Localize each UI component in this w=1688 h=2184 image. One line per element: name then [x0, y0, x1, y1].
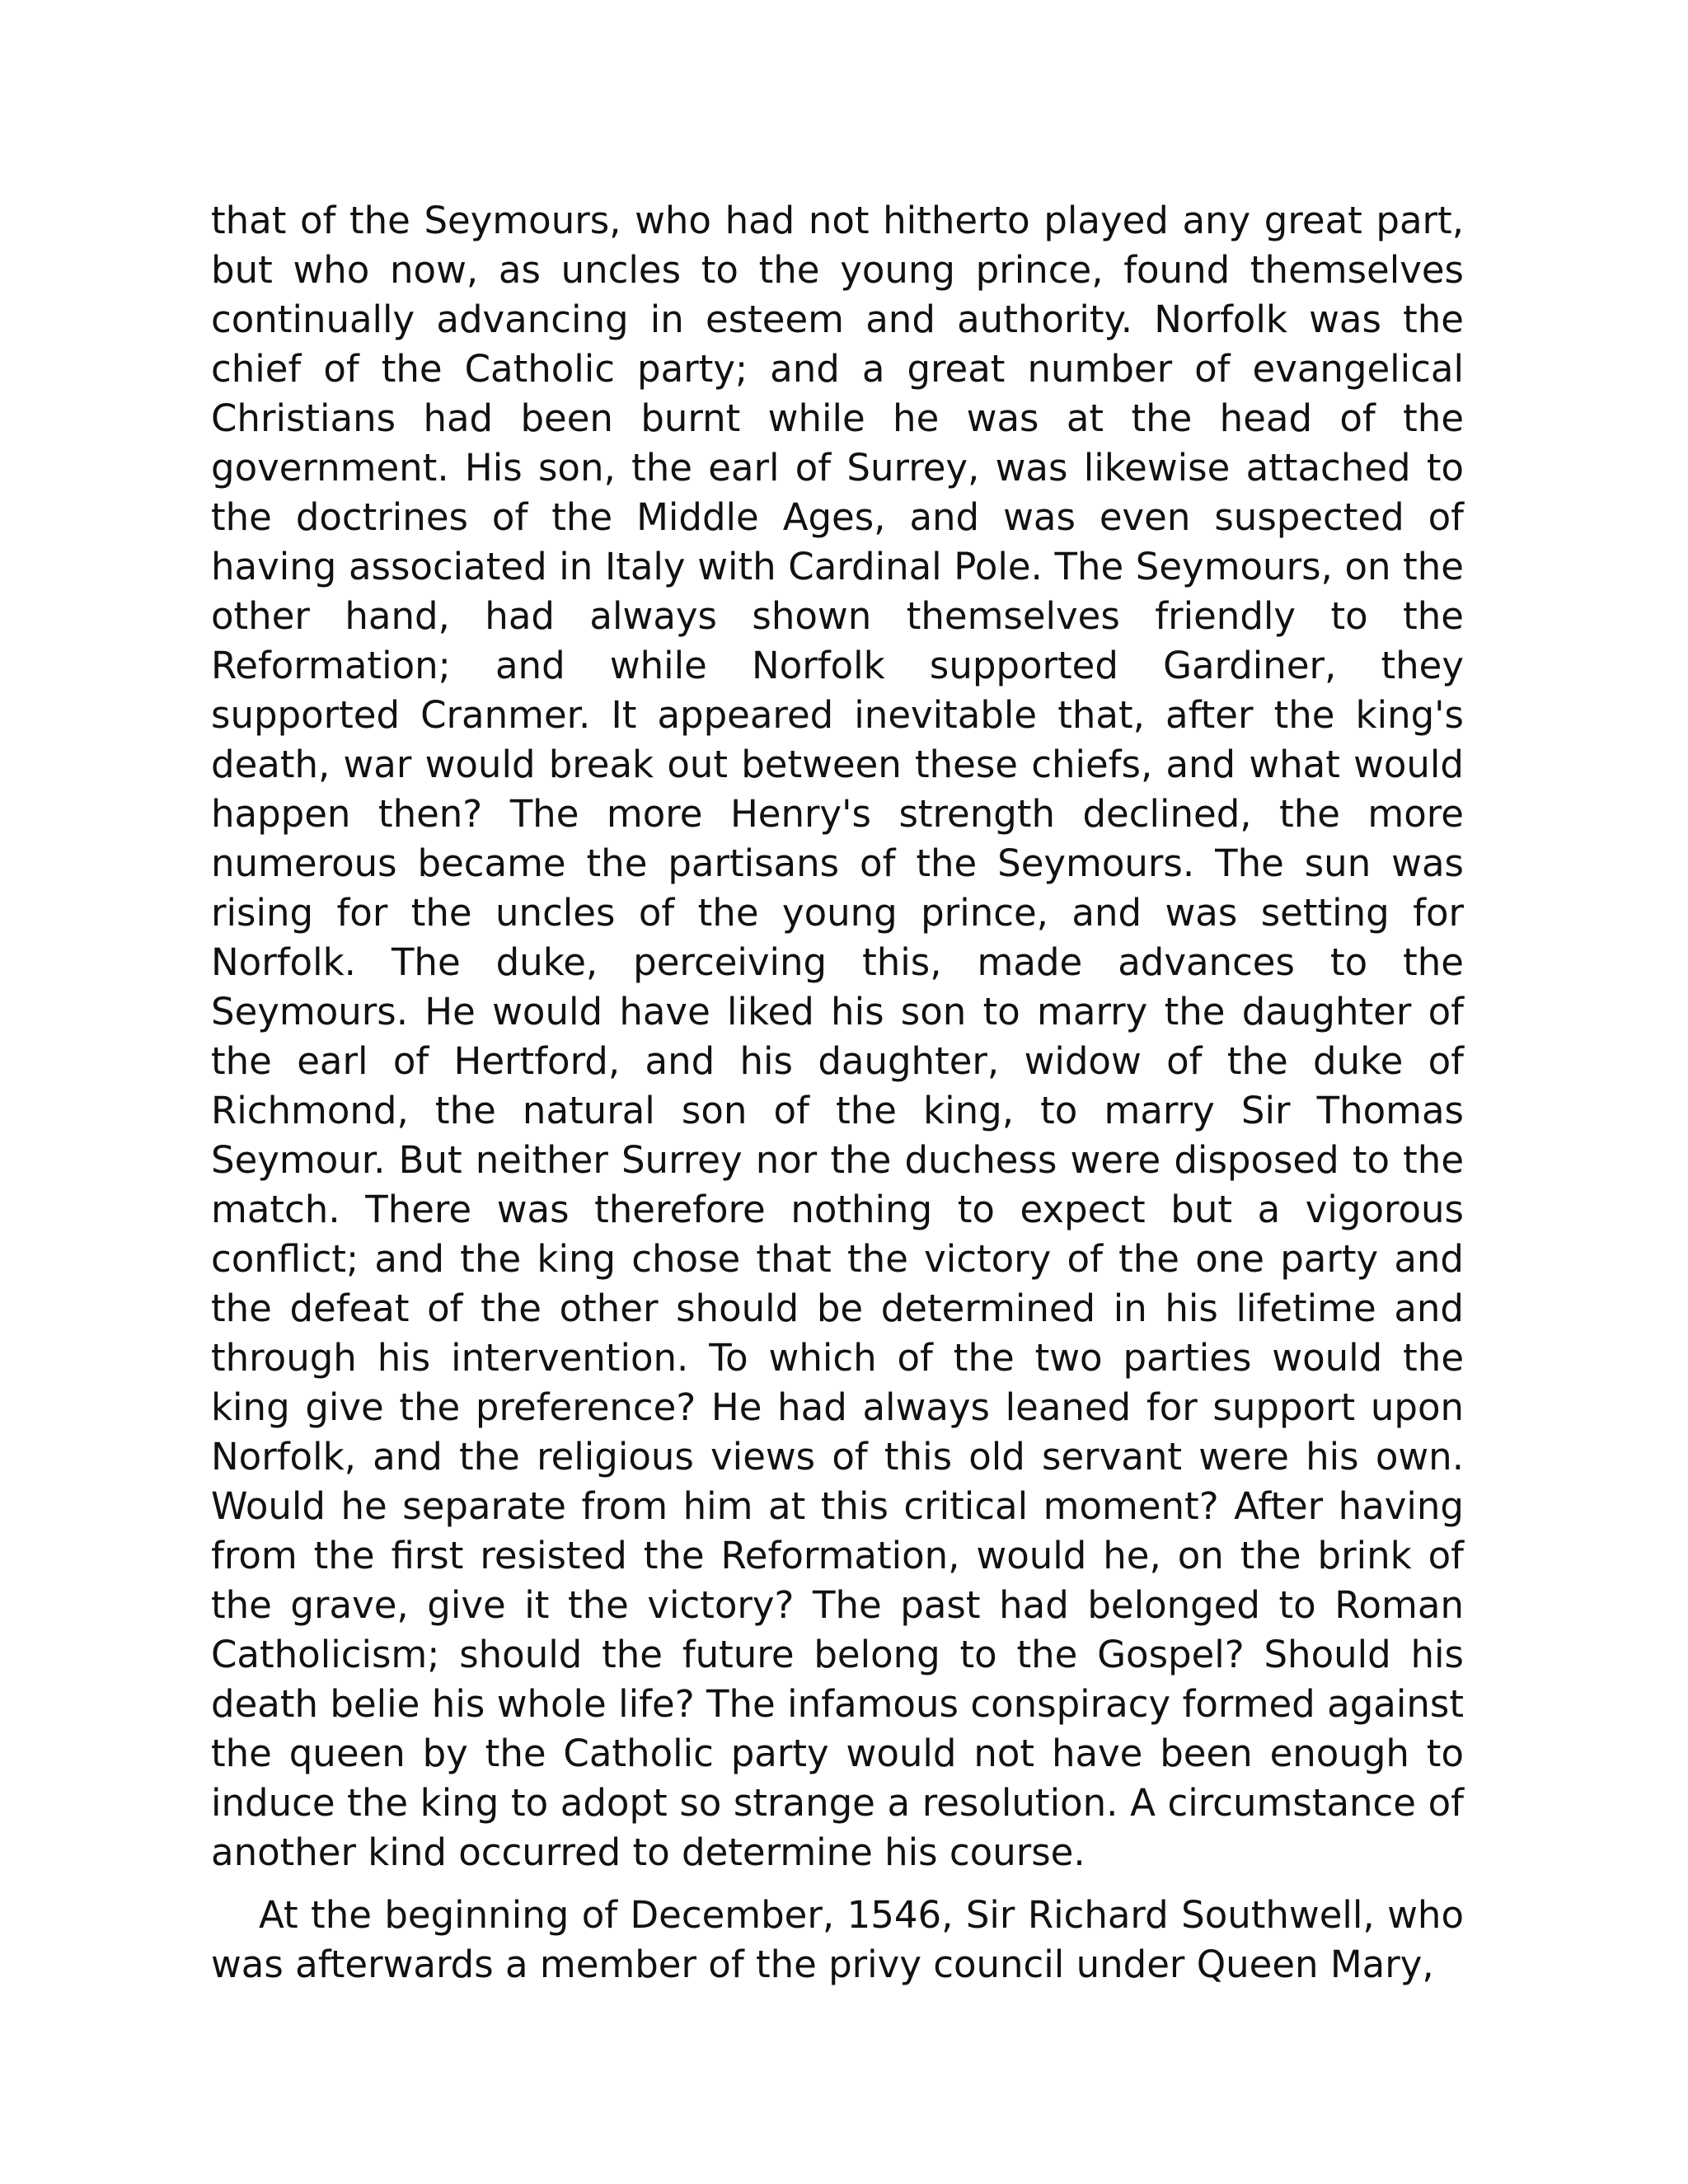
paragraph-2: At the beginning of December, 1546, Sir Richard Southwell, who was afterwards a member of the privy council under Queen Mary,: [211, 1893, 1464, 1986]
body-text: [211, 196, 1464, 1990]
paragraph-1: that of the Seymours, who had not hitherto played any great part, but who now, as uncles to the young prince, found themselves continually advancing in esteem and authority. Norfolk was the chief of the Catholic party; and a great number of evangelical Christians had been burnt while he was at the head of the government. His son, the earl of Surrey, was likewise attached to the doctrines of the Middle Ages, and was even suspected of having associated in Italy with Cardinal Pole. The Seymours, on the other hand, had always shown themselves friendly to the Reformation; and while Norfolk supported Gardiner, they supported Cranmer. It appeared inevitable that, after the king's death, war would break out between these chiefs, and what would happen then? The more Henry's strength declined, the more numerous became the partisans of the Seymours. The sun was rising for the uncles of the young prince, and was setting for Norfolk. The duke, perceiving this, made advances to the Seymours. He would have liked his son to marry the daughter of the earl of Hertford, and his daughter, widow of the duke of Richmond, the natural son of the king, to marry Sir Thomas Seymour. But neither Surrey nor the duchess were disposed to the match. There was therefore nothing to expect but a vigorous conflict; and the king chose that the victory of the one party and the defeat of the other should be determined in his lifetime and through his intervention. To which of the two parties would the king give the preference? He had always leaned for support upon Norfolk, and the religious views of this old servant were his own. Would he separate from him at this critical moment? After having from the first resisted the Reformation, would he, on the brink of the grave, give it the victory? The past had belonged to Roman Catholicism; should the future belong to the Gospel? Should his death belie his whole life? The infamous conspiracy formed against the queen by the Catholic party would not have been enough to induce the king to adopt so strange a resolution. A circumstance of another kind occurred to determine his course.: [211, 199, 1464, 1874]
